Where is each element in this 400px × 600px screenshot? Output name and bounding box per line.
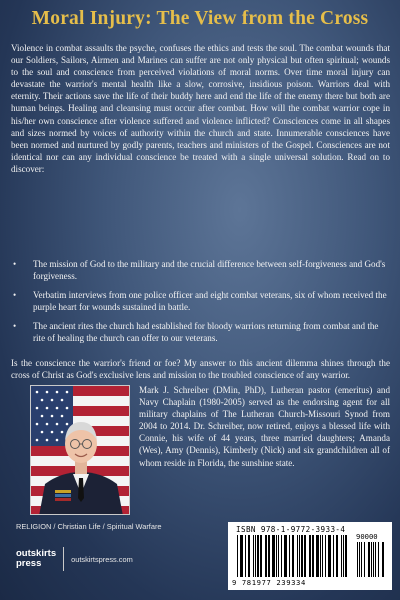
barcode-bar — [357, 542, 358, 577]
isbn-barcode-box — [228, 522, 392, 590]
bullet-icon: • — [13, 290, 17, 301]
list-item-text: Verbatim interviews from one police officer and eight combat veterans, six of whom received the purple heart for wounds sustained in battle. — [33, 290, 387, 313]
bullet-icon: • — [13, 321, 17, 332]
barcode-bar — [281, 535, 282, 577]
barcode-bar — [284, 535, 287, 577]
closing-paragraph: Is the conscience the warrior's friend or foe? My answer to this ancient dilemma shines through the cross of Christ as God's exclusive lens and mission to the troubled conscience of any warrior. — [11, 358, 390, 381]
barcode-bar — [378, 542, 379, 577]
barcode-bar — [240, 535, 243, 577]
barcode-bar — [316, 535, 319, 577]
barcode-bar — [299, 535, 300, 577]
barcode-bar — [255, 535, 256, 577]
isbn-barcode-icon — [236, 535, 348, 577]
barcode-bar — [361, 542, 362, 577]
barcode-bar — [359, 542, 360, 577]
barcode-bar — [268, 535, 270, 577]
barcode-bar — [253, 535, 254, 577]
publisher-logo-line2: press — [16, 558, 42, 569]
barcode-bar — [364, 542, 365, 577]
author-portrait-with-flag-icon — [31, 386, 130, 515]
barcode-bar — [343, 535, 344, 577]
publisher-url: outskirtspress.com — [71, 554, 133, 564]
publisher-block — [16, 545, 216, 573]
barcode-bar — [278, 535, 279, 577]
barcode-bar — [320, 535, 321, 577]
author-bio: Mark J. Schreiber (DMin, PhD), Lutheran pastor (emeritus) and Navy Chaplain (1980-2005) served as the endorsing agent for all military chaplains of The Lutheran Church-Missouri Synod from 2004 to 2014. Dr. Schreiber, now retired, enjoys a blessed life with Connie, his wife of 44 years, three married daughters; Amanda (Wes), Amy (Dennis), Kimberly (Nick) and six grandchildren all of whom reside in Florida, the sunshine state. — [139, 385, 390, 468]
barcode-bar — [292, 535, 294, 577]
barcode-bar — [301, 535, 303, 577]
barcode-bar — [371, 542, 372, 577]
list-item — [11, 258, 390, 282]
barcode-bar — [257, 535, 259, 577]
list-item — [11, 320, 390, 344]
barcode-bar — [322, 535, 323, 577]
intro-paragraph: Violence in combat assaults the psyche, confuses the ethics and tests the soul. The combat wounds that our Soldiers, Sailors, Airmen and Marines can suffer are not only physical but often spiritual; wounds to the soul and conscience from perceived violations of moral norms. Over time moral injury can devastate the warrior's mental health like a slow, corrosive, insidious poison. Warriors deal with eternity. Their actions save the life of their buddy here and end the life of the enemy there but both are human beings. Healing and cleansing must occur after combat. How will the combat warrior cope in his/her own conscience after violence suffered and violence inflicted? Consciences come in all shapes and sizes normed by voices of authority within the church and state. Innumerable consciences have been normed and nurtured by godly parents, teachers and ministers of the Gospel. Consciences are not identical nor can any individual conscience be treated with a single universal solution. Read on to discover: — [11, 43, 390, 174]
barcode-bar — [272, 535, 275, 577]
barcode-bar — [312, 535, 314, 577]
barcode-bar — [382, 542, 384, 577]
barcode-bar — [297, 535, 298, 577]
barcode-bar — [260, 535, 262, 577]
barcode-bar — [276, 535, 277, 577]
feature-list — [11, 258, 390, 352]
barcode-bar — [245, 535, 246, 577]
barcode-bar — [265, 535, 267, 577]
barcode-bar — [341, 535, 342, 577]
barcode-bar — [237, 535, 238, 577]
publisher-logo — [16, 549, 56, 569]
list-item-text: The ancient rites the church had established for bloody warriors returning from combat and the rite of healing the church can offer to our veterans. — [33, 321, 379, 344]
barcode-bar — [373, 542, 374, 577]
barcode-bar — [345, 535, 347, 577]
barcode-bar — [304, 535, 306, 577]
price-barcode-icon — [356, 542, 386, 577]
bullet-icon: • — [13, 259, 17, 269]
barcode-bar — [375, 542, 376, 577]
barcode-bar — [336, 535, 338, 577]
barcode-bar — [309, 535, 311, 577]
price-code: 90000 — [356, 532, 378, 541]
barcode-bar — [325, 535, 326, 577]
book-category: RELIGION / Christian Life / Spiritual Warfare — [16, 522, 162, 531]
barcode-bar — [328, 535, 331, 577]
publisher-logo-line1: outskirts — [16, 548, 57, 559]
divider — [63, 547, 64, 571]
list-item-text: The mission of God to the military and the crucial difference between self-forgiveness and God's forgiveness. — [33, 259, 386, 282]
barcode-number: 9 781977 239334 — [232, 578, 306, 587]
barcode-bar — [368, 542, 370, 577]
barcode-bar — [248, 535, 250, 577]
barcode-bar — [333, 535, 334, 577]
list-item — [11, 289, 390, 313]
barcode-bar — [289, 535, 290, 577]
isbn-label: ISBN 978-1-9772-3933-4 — [236, 525, 346, 534]
book-title: Moral Injury: The View from the Cross — [31, 8, 369, 29]
author-photo — [30, 385, 130, 515]
